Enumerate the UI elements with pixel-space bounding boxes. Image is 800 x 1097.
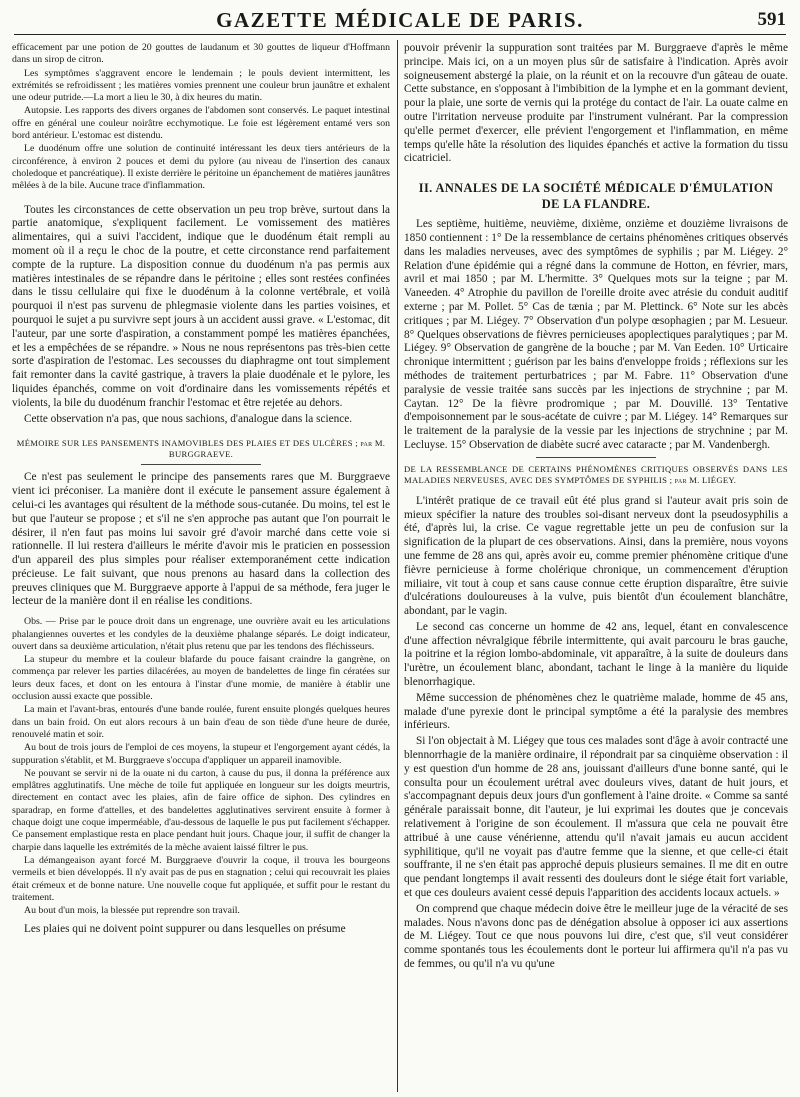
spacer — [404, 168, 788, 178]
closing-paragraph: Les plaies qui ne doivent point suppurer ou dans lesquelles on présume — [24, 923, 346, 936]
observation-paragraph: Au bout d'un mois, la blessée put reprendre son travail. — [24, 905, 240, 917]
autopsy-paragraph: Autopsie. Les rapports des divers organes de l'abdomen sont conservés. Le paquet intestinal offre en général une couleur noirâtre ecchymotique. Le foie est légèrement entamé vers son bord antérieur. L'estomac est distendu. — [12, 105, 390, 142]
memoire-intro-paragraph: Ce n'est pas seulement le principe des pansements rares que M. Burggraeve vient ici préconiser. La manière dont il exécute le pansement assure également à celui-ci les avantages qui résultent de la méthode sous-cutanée. Du moins, tel est le but que l'auteur se propose ; et s'il ne s'en approche pas autant que l'on pourrait le désirer, il n'en faut pas moins lui savoir gré d'avoir marché dans cette voie si rationnelle. Il lui restera d'ailleurs le mérite d'avoir mis le praticien en possession d'un appareil des plus simples pour réaliser extemporanément cette indication précieuse. Le fait suivant, que nous prenons au hasard dans la collection des preuves cliniques que M. Burggraeve apporte à l'appui de sa méthode, fera juger le lecteur de la manière dont il en réalise les conditions. — [12, 471, 390, 608]
article-paragraph: On comprend que chaque médecin doive être le meilleur juge de la véracité de ses malades. Nous n'avons donc pas de dénégation absolue à opposer ici aux assertions de M. Liégey. Tout ce que nous pouvons lui dire, c'est que, s'il veut considérer comme spontanés tous les écoulements dont le porteur lui affirmera qu'il n'a pas vu de femmes, ou qu'il n'a vu qu'une — [404, 902, 788, 971]
continuation-paragraph: pouvoir prévenir la suppuration sont traitées par M. Burggraeve d'après le même principe. Mais ici, on a un moyen plus sûr de satisfaire à l'indication. Après avoir soigneusement abstergé la plaie, on la réunit et on la recouvre d'un gâteau de ouate. Cette substance, en s'opposant à l'imbibition de la lymphe et en la gommant devient, pour la plaie, une sorte de vernis qui la protége du contact de l'air. La ouate calme en outre l'irritation nerveuse produite par l'instrument vulnérant. Par la compression qu'elle permet d'exercer, elle prévient l'engorgement et l'inflammation, en même temps qu'elle hâte la résolution des liquides épanchés et active la formation du tissu cicatriciel. — [404, 42, 788, 165]
masthead-title: GAZETTE MÉDICALE DE PARIS. — [216, 8, 584, 32]
left-column — [12, 42, 390, 1092]
article-title-text: DE LA RESSEMBLANCE DE CERTAINS PHÉNOMÈNES CRITIQUES OBSERVÉS DANS LES MALADIES NERVEUSES, AVEC DES SYMPTÔMES DE SYPHILIS ; par M. LIÉGEY. — [404, 463, 788, 485]
spacer — [12, 428, 390, 438]
page-number: 591 — [757, 9, 786, 30]
column-rule — [397, 40, 398, 1092]
commentary-paragraph: Cette observation n'a pas, que nous sachions, d'analogue dans la science. — [24, 412, 353, 425]
memoire-title — [12, 438, 390, 460]
contents-paragraph: Les septième, huitième, neuvième, dixième, onzième et douzième livraisons de 1850 contiennent : 1° De la ressemblance de certains phénomènes critiques observés dans les maladies nerveuses, avec des symptômes de syphilis ; par M. Liégey. 2° Relation d'une épidémie qui a régné dans la commune de Hotton, en février, mars, avril et mai 1850 ; par M. L'hermitte. 3° Quelques mots sur la teigne ; par M. Vaneeden. 4° Atrophie du pavillon de l'oreille droite avec atrésie du conduit auditif externe ; par M. Pollet. 5° Cas de tænia ; par M. Plettinck. 6° Note sur les abcès critiques ; par M. Liégey. 7° Observation d'un polype œsophagien ; par M. Lesueur. 8° Quelques observations de fièvres pernicieuses apoplectiques paralytiques ; par M. Liégey. 9° Observation de gangrène de la bouche ; par M. Van Eeden. 10° Urticaire chronique intermittent ; guérison par les bains d'enveloppe froids ; réflexions sur les méthodes de traitement perturbatrices ; par M. Fabre. 11° Observation d'une paralysie de vessie traitée sans succès par les injections de strychnine ; par M. Caytan. 12° De la fièvre prodromique ; par M. Douvillé. 13° Tentative d'empoisonnement par le sous-acétate de cuivre ; par M. Liégey. 14° Remarques sur le traitement de la paralysie de la vessie par les injections de strychnine ; par M. Lecluyse. 15° Observation de diabète sucré avec cataracte ; par M. Vandenbergh. — [404, 218, 788, 451]
observation-paragraph: La stupeur du membre et la couleur blafarde du pouce faisant craindre la gangrène, on commença par relever les parties dilacérées, au moyen de bandelettes de linge fin cératées sur leurs deux faces, et dont on les entoura à l'instar d'une momie, de manière à établir une occlusion aussi exacte que possible. — [12, 654, 390, 703]
spacer — [12, 194, 390, 204]
article-paragraph: Le second cas concerne un homme de 42 ans, lequel, étant en convalescence d'une affection névralgique fébrile intermittente, qui avait parcouru le bras gauche, la poitrine et la région lombo-abdominale, vit apparaître, à la suite de douleurs dans l'urètre, un écoulement blanc, abondant, tachant le linge à la manière du liquide blenorrhagique. — [404, 620, 788, 689]
right-column — [404, 42, 788, 1092]
article-paragraph: Si l'on objectait à M. Liégey que tous ces malades sont d'âge à avoir contracté une blennorrhagie de la manière ordinaire, il répondrait par sa cinquième observation : il y est question d'un homme de 28 ans, jouissant d'ailleurs d'une bonne santé, qui le consulta pour un écoulement urétral avec douleurs vives, datant de huit jours, et s'accompagnant depuis deux jours d'un gonflement à l'aine droite. « Comme sa santé générale paraissait bonne, dit l'auteur, je lui exprimai les doutes que je concevais relativement à l'origine de son écoulement. Il m'assura que cela ne pouvait être attribué à une cause vénérienne, attendu qu'il n'avait jamais eu aucun accident syphilitique, qu'il ne voyait pas d'autre femme que la sienne, et que celle-ci était souffrante, il ne s'en était pas approché depuis plusieurs semaines. Il me dit en outre que pendant longtemps il avait ressenti des douleurs dont le siége était fort variable, et que ces douleurs avaient cessé depuis l'apparition des accidents locaux actuels. » — [404, 735, 788, 900]
article-paragraph: L'intérêt pratique de ce travail eût été plus grand si l'auteur avait pris soin de mieux spécifier la nature des troubles soi-disant nerveux dont la pseudosyphilis a été, d'après lui, la crise. Ce vague regrettable jette un peu de confusion sur la signification de la plupart de ces observations. Ainsi, dans la première, nous voyons une femme de 28 ans qui, après avoir eu, comme premier phénomène critique d'une fièvre pernicieuse à forme cholérique chronique, un commencement d'éruption miliaire, vit tout à coup et sans cause connue cette éruption disparaître, être suivie d'ulcérations douloureuses à la vulve, puis bientôt d'un écoulement blanchâtre, abondant, par le vagin. — [404, 494, 788, 618]
observation-paragraph: Obs. — Prise par le pouce droit dans un engrenage, une ouvrière avait eu les articulations phalangiennes ouvertes et les condyles de la deuxième phalange séparés. Le doigt indicateur, ouvert dans sa deuxième articulation, n'était plus retenu que par les tendons des fléchisseurs. — [12, 616, 390, 652]
observation-paragraph: La main et l'avant-bras, entourés d'une bande roulée, furent ensuite plongés quelques heures dans un bain froid. On eut alors recours à un bain d'eau de son tiède d'une heure de durée, renouvelé matin et soir. — [12, 704, 390, 740]
article-title — [404, 464, 788, 486]
observation-paragraph: La démangeaison ayant forcé M. Burggraeve d'ouvrir la coque, il trouva les bourgeons vermeils et bien développés. Il n'y avait pas de pus en stagnation ; celui qui recouvrait les plaies était crémeux et de bonne nature. Une nouvelle coque fut appliquée, et suffit pour le restant du traitement. — [12, 854, 390, 903]
section-heading-line: DE LA FLANDRE. — [541, 197, 651, 212]
memoire-title-text: MÉMOIRE SUR LES PANSEMENTS INAMOVIBLES DES PLAIES ET DES ULCÈRES ; par M. BURGGRAEVE. — [16, 438, 386, 460]
observation-paragraph: Au bout de trois jours de l'emploi de ces moyens, la stupeur et l'engorgement ayant cédés, la suppuration s'établit, et M. Burggraeve s'occupa d'appliquer un appareil inamovible. — [12, 742, 390, 766]
case-paragraph: efficacement par une potion de 20 gouttes de laudanum et 30 gouttes de liqueur d'Hoffmann dans un sirop de citron. — [12, 42, 390, 66]
duodenum-paragraph: Le duodénum offre une solution de continuité intéressant les deux tiers antérieurs de la circonférence, à environ 2 pouces et demi du pylore (au niveau de l'insertion des canaux choledoque et pancréatique). Il existe derrière le péritoine un épanchement de matières jaunâtres mêlées à de la bile. Aucune trace d'inflammation. — [12, 143, 390, 192]
section-heading-line: II. ANNALES DE LA SOCIÉTÉ MÉDICALE D'ÉMULATION — [418, 181, 774, 196]
case-paragraph: Les symptômes s'aggravent encore le lendemain ; le pouls devient intermittent, les extrémités se refroidissent ; les matières vomies prennent une couleur brun jaunâtre et exhalent une odeur putride.—La mort a lieu le 30, à dix heures du matin. — [12, 67, 390, 104]
article-paragraph: Même succession de phénomènes chez le quatrième malade, homme de 45 ans, malade d'une pyrexie dont le principal symptôme a été la paralysie des membres inférieurs. — [404, 691, 788, 732]
observation-paragraph: Ne pouvant se servir ni de la ouate ni du carton, à cause du pus, il donna la préférence aux emplâtres agglutinatifs. Une mèche de toile fut appliquée en longueur sur les doigts meurtris, directement en contact avec les plaies, afin de faire office de siphon. Des cylindres en sparadrap, en forme d'attelles, et des bandelettes agglutinatives servirent ensuite à former à chaque doigt une coque imperméable, d'au-dessous de laquelle le pus put facilement s'échapper. Ce pansement emplastique resta en place pendant huit jours. Chaque jour, il suffit de changer la charpie dans laquelle les extrémités de la mèche avaient laissé filtrer le pus. — [12, 767, 390, 853]
title-rule — [141, 464, 261, 465]
section-heading — [404, 180, 788, 212]
commentary-paragraph: Toutes les circonstances de cette observation un peu trop brève, surtout dans la partie anatomique, s'expliquent facilement. Le vomissement des matières alimentaires, qui a suivi l'accident, indique que le duodénum était rempli au moment où il a reçu le choc de la poutre, et cette circonstance rend parfaitement compte de la rupture. La disposition connue du duodénum n'a pas permis aux matières intestinales de se répandre dans le péritoine ; elles sont restées confinées dans le tissu cellulaire qui fixe le duodénum à la colonne vertébrale, et voilà pourquoi il n'est pas survenu de phlegmasie violente dans les parties voisines, et pourquoi le sujet a pu survivre sept jours à un accident aussi grave. « L'estomac, dit l'auteur, par une sorte d'aspiration, a constamment pompé les matières épanchées, et les a empêchées de se répandre. » Nous ne nous représentons pas très-bien cette sorte d'aspiration de l'estomac. Les secousses du diaphragme ont tout simplement fait remonter dans la cavité gastrique, à travers la plaie duodénale et le pylore, les liquides épanchés, comme on voit d'ordinaire dans les vomissements répétés et violents, la bile du duodénum franchir l'estomac et être rejetée au dehors. — [12, 203, 390, 409]
masthead — [14, 8, 786, 35]
title-rule — [536, 457, 656, 458]
